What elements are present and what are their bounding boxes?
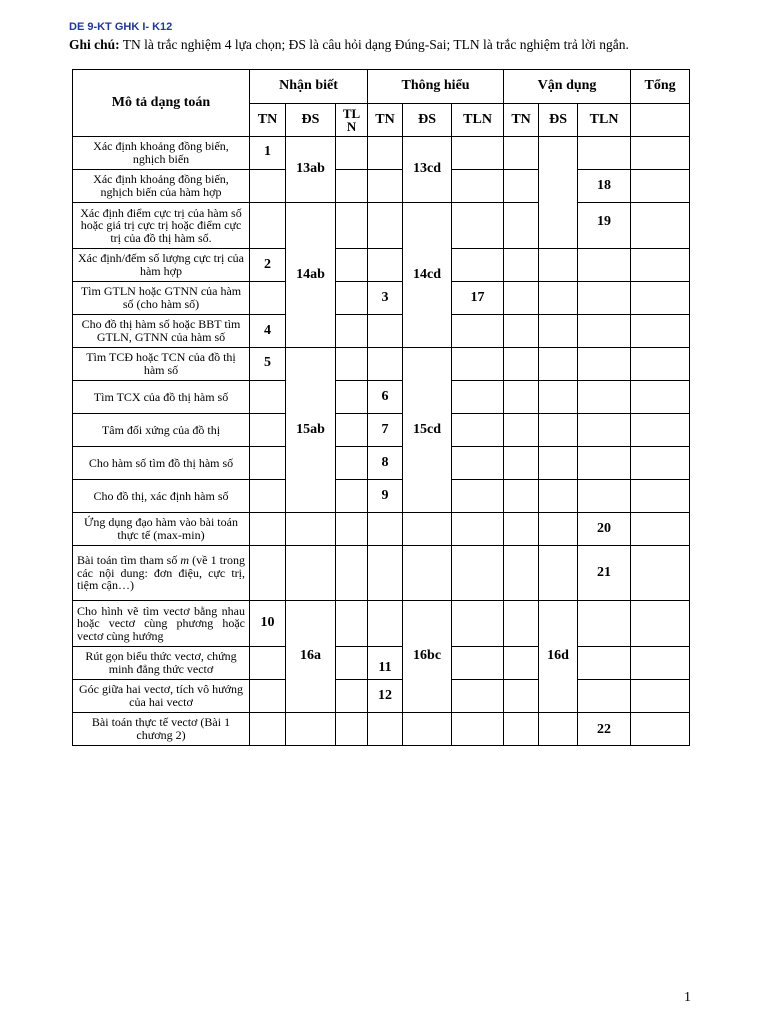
- row-description: Xác định/đếm số lượng cực trị của hàm hợp: [73, 249, 250, 282]
- cell-th-tln: [452, 546, 504, 601]
- table-row: [73, 647, 690, 680]
- cell-vd-tln: [578, 282, 631, 315]
- cell-th-tln: [452, 680, 504, 713]
- cell-nb-tln: [336, 203, 368, 249]
- cell-nb-ds-merged: 13ab: [286, 137, 336, 203]
- cell-tong: [631, 713, 690, 746]
- header-nb-tln: TL N: [336, 104, 368, 137]
- cell-vd-ds: [539, 546, 578, 601]
- row-description: Xác định khoảng đồng biến, nghịch biến của hàm hợp: [73, 170, 250, 203]
- cell-vd-tln: [578, 381, 631, 414]
- cell-nb-tn: 1: [250, 137, 286, 170]
- cell-vd-tln: [578, 137, 631, 170]
- document-code: DE 9-KT GHK I- K12: [69, 21, 173, 33]
- row-description: Bài toán thực tế vectơ (Bài 1 chương 2): [73, 713, 250, 746]
- cell-vd-ds: [539, 713, 578, 746]
- cell-nb-tn: 2: [250, 249, 286, 282]
- cell-nb-tn: [250, 647, 286, 680]
- cell-vd-ds-merged: 16d: [539, 601, 578, 713]
- cell-nb-tln: [336, 680, 368, 713]
- cell-nb-tn: [250, 546, 286, 601]
- header-van-dung: Vận dụng: [504, 70, 631, 104]
- cell-nb-tn: [250, 513, 286, 546]
- cell-vd-tn: [504, 282, 539, 315]
- cell-th-tln: 17: [452, 282, 504, 315]
- cell-th-tln: [452, 447, 504, 480]
- specification-matrix-table: [72, 69, 690, 746]
- cell-nb-tln: [336, 381, 368, 414]
- header-row-1: [73, 70, 690, 104]
- cell-th-tln: [452, 170, 504, 203]
- cell-tong: [631, 381, 690, 414]
- row-description: Tâm đối xứng của đồ thị: [73, 414, 250, 447]
- table-row: [73, 137, 690, 170]
- cell-th-ds-merged: 15cd: [403, 348, 452, 513]
- cell-th-tln: [452, 315, 504, 348]
- cell-nb-tln: [336, 137, 368, 170]
- cell-vd-tn: [504, 137, 539, 170]
- row-description: Góc giữa hai vectơ, tích vô hướng của hai vectơ: [73, 680, 250, 713]
- cell-th-tn: [368, 713, 403, 746]
- row-description: [73, 546, 250, 601]
- cell-nb-tn: 5: [250, 348, 286, 381]
- row-description-part: (về 1 trong các nội dung: đơn điệu, cực trị, tiệm cận…): [77, 553, 245, 593]
- cell-nb-tn: [250, 203, 286, 249]
- table-row: [73, 513, 690, 546]
- cell-tong: [631, 414, 690, 447]
- row-description: Cho hàm số tìm đồ thị hàm số: [73, 447, 250, 480]
- cell-vd-tn: [504, 680, 539, 713]
- cell-th-tn: 11: [368, 647, 403, 680]
- cell-nb-tln: [336, 315, 368, 348]
- cell-tong: [631, 170, 690, 203]
- table-row: [73, 170, 690, 203]
- cell-th-tn: [368, 315, 403, 348]
- cell-tong: [631, 647, 690, 680]
- note-text: TN là trắc nghiệm 4 lựa chọn; ĐS là câu hỏi dạng Đúng-Sai; TLN là trắc nghiệm trả lời ngắn.: [119, 37, 629, 52]
- cell-nb-ds-merged: 15ab: [286, 348, 336, 513]
- cell-th-tln: [452, 381, 504, 414]
- cell-th-tn: [368, 546, 403, 601]
- cell-vd-tn: [504, 713, 539, 746]
- table-row: [73, 680, 690, 713]
- cell-th-tln: [452, 137, 504, 170]
- cell-vd-tln: [578, 680, 631, 713]
- table-row: [73, 414, 690, 447]
- cell-th-tln: [452, 480, 504, 513]
- cell-th-tn: [368, 249, 403, 282]
- cell-nb-tln: [336, 348, 368, 381]
- cell-th-ds: [403, 713, 452, 746]
- header-vd-tn: TN: [504, 104, 539, 137]
- cell-nb-ds: [286, 546, 336, 601]
- cell-tong: [631, 315, 690, 348]
- header-vd-ds: ĐS: [539, 104, 578, 137]
- cell-tong: [631, 203, 690, 249]
- cell-nb-tln: [336, 170, 368, 203]
- cell-vd-ds-merged: [539, 137, 578, 249]
- cell-vd-tln: [578, 249, 631, 282]
- cell-nb-tln: [336, 414, 368, 447]
- cell-nb-ds-merged: 14ab: [286, 203, 336, 348]
- cell-vd-tln: [578, 414, 631, 447]
- cell-th-tn: 8: [368, 447, 403, 480]
- row-description: Cho hình vẽ tìm vectơ bằng nhau hoặc vectơ cùng phương hoặc vectơ cùng hướng: [73, 601, 250, 647]
- header-description: Mô tả dạng toán: [73, 70, 250, 137]
- cell-th-tln: [452, 414, 504, 447]
- cell-vd-tln: 22: [578, 713, 631, 746]
- row-description: Tìm TCX của đồ thị hàm số: [73, 381, 250, 414]
- cell-nb-ds: [286, 713, 336, 746]
- cell-vd-tln: 18: [578, 170, 631, 203]
- cell-th-tln: [452, 647, 504, 680]
- cell-tong: [631, 447, 690, 480]
- cell-vd-tln: [578, 447, 631, 480]
- cell-vd-tln: 19: [578, 203, 631, 249]
- cell-nb-tln: [336, 601, 368, 647]
- note-label: Ghi chú:: [69, 37, 120, 52]
- cell-nb-tln: [336, 713, 368, 746]
- row-description: Xác định điểm cực trị của hàm số hoặc giá trị cực trị hoặc điểm cực trị của đồ thị hàm số.: [73, 203, 250, 249]
- row-description-part: Bài toán tìm tham số: [77, 553, 181, 568]
- row-description: Rút gọn biểu thức vectơ, chứng minh đẳng thức vectơ: [73, 647, 250, 680]
- table-row: [73, 381, 690, 414]
- cell-tong: [631, 480, 690, 513]
- cell-th-ds-merged: 13cd: [403, 137, 452, 203]
- header-tong: Tổng: [631, 70, 690, 104]
- cell-nb-tn: [250, 480, 286, 513]
- table-row: [73, 282, 690, 315]
- cell-nb-ds-merged: 16a: [286, 601, 336, 713]
- row-description: Tìm TCĐ hoặc TCN của đồ thị hàm số: [73, 348, 250, 381]
- cell-vd-tln: [578, 480, 631, 513]
- cell-nb-tln: [336, 249, 368, 282]
- cell-vd-ds: [539, 249, 578, 282]
- header-thong-hieu: Thông hiểu: [368, 70, 504, 104]
- cell-th-tln: [452, 203, 504, 249]
- cell-vd-ds: [539, 282, 578, 315]
- cell-vd-tln: [578, 601, 631, 647]
- cell-nb-tln: [336, 282, 368, 315]
- cell-tong: [631, 680, 690, 713]
- cell-vd-tn: [504, 601, 539, 647]
- cell-nb-tn: [250, 414, 286, 447]
- cell-nb-tn: 4: [250, 315, 286, 348]
- cell-nb-ds: [286, 513, 336, 546]
- cell-vd-tn: [504, 480, 539, 513]
- cell-nb-tn: [250, 170, 286, 203]
- cell-vd-tln: 21: [578, 546, 631, 601]
- cell-tong: [631, 601, 690, 647]
- cell-th-tln: [452, 348, 504, 381]
- cell-nb-tln: [336, 480, 368, 513]
- cell-th-tn: 12: [368, 680, 403, 713]
- cell-nb-tln: [336, 647, 368, 680]
- header-nb-tn: TN: [250, 104, 286, 137]
- table-row: [73, 601, 690, 647]
- cell-vd-tn: [504, 170, 539, 203]
- cell-th-tn: [368, 170, 403, 203]
- header-nhan-biet: Nhận biết: [250, 70, 368, 104]
- cell-tong: [631, 137, 690, 170]
- cell-vd-tln: [578, 348, 631, 381]
- cell-vd-tn: [504, 249, 539, 282]
- cell-th-tn: 6: [368, 381, 403, 414]
- table-row: [73, 480, 690, 513]
- cell-vd-ds: [539, 348, 578, 381]
- cell-vd-ds: [539, 480, 578, 513]
- cell-tong: [631, 348, 690, 381]
- cell-nb-tn: 10: [250, 601, 286, 647]
- cell-vd-tln: 20: [578, 513, 631, 546]
- cell-vd-tn: [504, 381, 539, 414]
- row-description: Xác định khoảng đồng biến, nghịch biến: [73, 137, 250, 170]
- cell-vd-tn: [504, 647, 539, 680]
- cell-vd-tn: [504, 513, 539, 546]
- cell-vd-ds: [539, 414, 578, 447]
- cell-th-tn: [368, 601, 403, 647]
- table-row: [73, 713, 690, 746]
- cell-nb-tln: [336, 447, 368, 480]
- page-number: 1: [684, 990, 691, 1005]
- row-description: Cho đồ thị, xác định hàm số: [73, 480, 250, 513]
- cell-vd-tln: [578, 315, 631, 348]
- header-th-ds: ĐS: [403, 104, 452, 137]
- cell-th-tn: [368, 203, 403, 249]
- row-description: Ứng dụng đạo hàm vào bài toán thực tế (max-min): [73, 513, 250, 546]
- cell-th-tln: [452, 601, 504, 647]
- cell-th-ds-merged: 16bc: [403, 601, 452, 713]
- cell-th-ds-merged: 14cd: [403, 203, 452, 348]
- note-line: [69, 37, 629, 53]
- cell-th-tln: [452, 513, 504, 546]
- cell-vd-tn: [504, 315, 539, 348]
- cell-nb-tn: [250, 282, 286, 315]
- cell-th-tn: [368, 348, 403, 381]
- table-row: [73, 249, 690, 282]
- header-nb-ds: ĐS: [286, 104, 336, 137]
- cell-vd-ds: [539, 447, 578, 480]
- table-row: [73, 348, 690, 381]
- cell-vd-ds: [539, 315, 578, 348]
- row-description: Cho đồ thị hàm số hoặc BBT tìm GTLN, GTNN của hàm số: [73, 315, 250, 348]
- table-row: [73, 447, 690, 480]
- cell-vd-ds: [539, 381, 578, 414]
- cell-tong: [631, 249, 690, 282]
- cell-vd-tn: [504, 203, 539, 249]
- cell-nb-tn: [250, 680, 286, 713]
- cell-th-tn: 9: [368, 480, 403, 513]
- cell-th-tn: 3: [368, 282, 403, 315]
- cell-tong: [631, 546, 690, 601]
- cell-th-ds: [403, 513, 452, 546]
- cell-th-tln: [452, 249, 504, 282]
- cell-th-tn: [368, 137, 403, 170]
- cell-vd-tln: [578, 647, 631, 680]
- cell-nb-tn: [250, 381, 286, 414]
- cell-nb-tn: [250, 713, 286, 746]
- header-th-tn: TN: [368, 104, 403, 137]
- row-description: Tìm GTLN hoặc GTNN của hàm số (cho hàm số): [73, 282, 250, 315]
- header-vd-tln: TLN: [578, 104, 631, 137]
- table-row: [73, 203, 690, 249]
- cell-vd-tn: [504, 414, 539, 447]
- cell-th-ds: [403, 546, 452, 601]
- cell-nb-tn: [250, 447, 286, 480]
- cell-nb-tln: [336, 513, 368, 546]
- cell-vd-tn: [504, 348, 539, 381]
- cell-vd-ds: [539, 513, 578, 546]
- cell-nb-tln: [336, 546, 368, 601]
- parameter-m: m: [180, 553, 190, 568]
- cell-th-tln: [452, 713, 504, 746]
- table-row: [73, 315, 690, 348]
- cell-vd-tn: [504, 447, 539, 480]
- cell-th-tn: 7: [368, 414, 403, 447]
- cell-tong: [631, 282, 690, 315]
- header-tong-empty: [631, 104, 690, 137]
- header-th-tln: TLN: [452, 104, 504, 137]
- table-row: [73, 546, 690, 601]
- cell-vd-tn: [504, 546, 539, 601]
- cell-th-tn: [368, 513, 403, 546]
- cell-tong: [631, 513, 690, 546]
